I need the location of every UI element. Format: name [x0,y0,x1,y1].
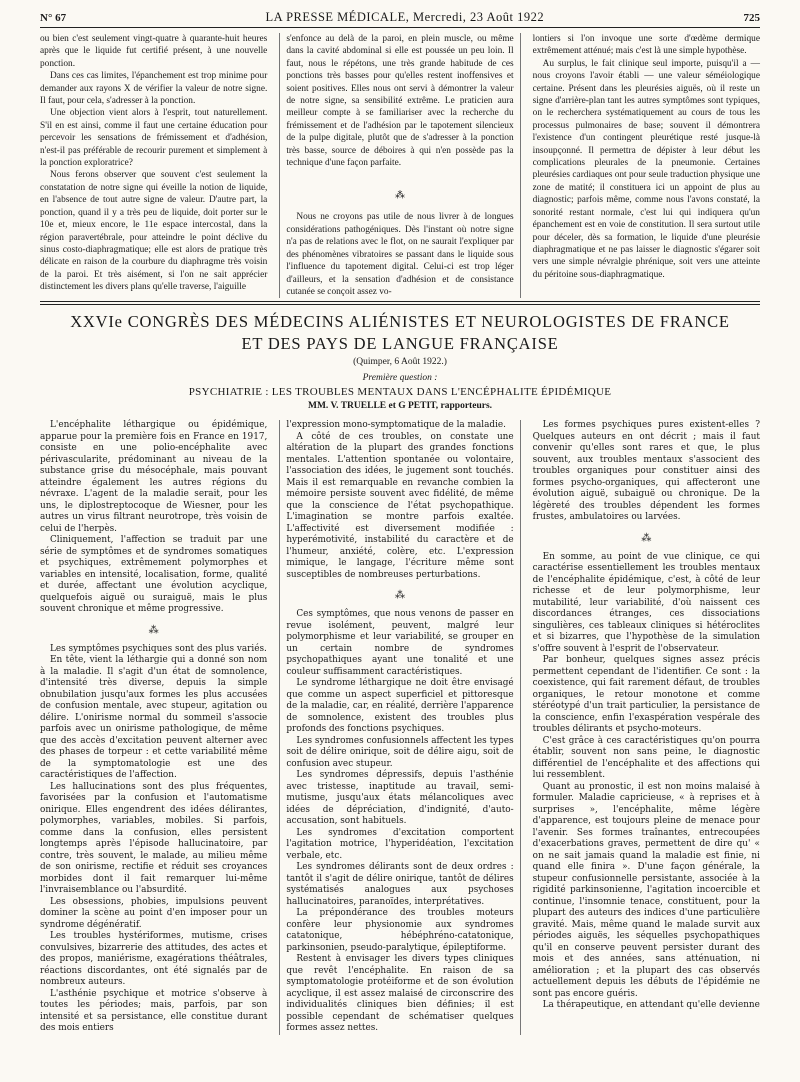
paragraph: Par bonheur, quelques signes assez précis permettent cependant de l'identifier. Ce sont : la coexistence, qui fait rarement défaut, de troubles organiques, le retour monotone et comme stéréotypé d'un trait particulier, la persistance de la conscience, enfin l'exaspération vespérale des troubles délirants et psycho-moteurs. [532,655,760,735]
paragraph: Au surplus, le fait clinique seul importe, puisqu'il a — nous croyons l'avoir établi — une valeur séméiologique certaine. Présent dans les pleurésies aiguës, où il reste un signe d'arrière-plan tant les autres symptômes sont typiques, on le recherchera systématiquement au cours de tous les processus pulmonaires de base; souvent il démontrera l'existence d'un contingent pleurétique resté jusque-là insoupçonné. Il permettra de dépister à leur début les complications pleurales de la pneumonie. Certaines pleurésies cardiaques ont pour seule traduction physique une zone de matité; il constituera ici un appoint de plus au diagnostic; parfois même, comme nous l'avons constaté, la sonorité restant normale, c'est lui qui indiquera qu'un épanchement est en voie de constitution. Il sera surtout utile pour déceler, dès sa formation, le liquide d'une pleurésie diaphragmatique et ne pas laisser le diagnostic s'égarer soit vers une simple névralgie phrénique, soit vers une atteinte du péritoine sous-diaphragmatique. [532,58,760,280]
journal-page [40,10,760,1035]
paragraph: Les hallucinations sont des plus fréquentes, favorisées par la confusion et l'automatisme onirique. Elles engendrent des idées délirantes, polymorphes, variables, mobiles. Si parfois, comme dans la confusion, elles persistent longtemps après l'épisode hallucinatoire, par contre, très souvent, le malade, au milieu même de son onirisme, rectifie et réduit ses croyances morbides dont il fait remarquer lui-même l'invraisemblance ou l'absurdité. [40,781,268,896]
paragraph: En tête, vient la léthargie qui a donné son nom à la maladie. Il s'agit d'un état de somnolence, d'intensité très diverse, depuis la simple obnubilation jusqu'aux formes les plus accusées de confusion mentale, avec stupeur, agitation ou délire. L'onirisme normal du sommeil s'associe parfois avec un onirisme pathologique, de même que des accès d'excitation peuvent alterner avec des phases de torpeur : et cette variabilité même de la symptomatologie est une des caractéristiques de l'affection. [40,655,268,781]
paragraph: La prépondérance des troubles moteurs confère leur physionomie aux syndromes catatonique, hébéphréno-catatonique, parkinsonien, pseudo-paralytique, épileptiforme. [286,908,514,953]
paragraph: C'est grâce à ces caractéristiques qu'on pourra établir, souvent non sans peine, le diagnostic différentiel de l'encéphalite et des affections qui lui ressemblent. [532,735,760,781]
paragraph: La thérapeutique, en attendant qu'elle devienne [542,1000,760,1011]
report-column-3 [533,420,760,1035]
report-column-2 [279,420,520,1035]
section-divider [40,301,760,305]
congress-subtitle: ET DES PAYS DE LANGUE FRANÇAISE [241,334,559,354]
paragraph: l'expression mono-symptomatique de la maladie. [286,420,506,431]
paragraph: Les syndromes confusionnels affectent les types soit de délire onirique, soit de délire aigu, soit de confusion avec stupeur. [286,735,514,769]
top-column-1 [40,33,267,298]
paragraph: ou bien c'est seulement vingt-quatre à quarante-huit heures après que le liquide fut certifié présent, à une nouvelle ponction. [40,34,268,69]
paragraph: L'asthénie psychique et motrice s'observe à toutes les périodes; mais, parfois, par son intensité et sa persistance, elle constitue durant des mois entiers [40,988,268,1034]
paragraph: A côté de ces troubles, on constate une altération de la plupart des grandes fonctions mentales. L'attention spontanée ou volontaire, l'association des idées, le jugement sont touchés. Mais il est remarquable en revanche combien la mémoire persiste souvent avec fidélité, de même que la conscience de l'état psychopathique. L'imagination se montre parfois exaltée. L'affectivité est diversement modifiée : hyperémotivité, instabilité du caractère et de l'humeur, anxiété, colère, etc. L'expression mimique, le langage, l'écriture même sont susceptibles de nombreuses perturbations. [286,431,514,580]
report-subject: PSYCHIATRIE : LES TROUBLES MENTAUX DANS L'ENCÉPHALITE ÉPIDÉMIQUE [188,386,612,399]
question-label: Première question : [362,373,438,384]
top-article [40,33,760,298]
page-number: 725 [743,12,760,24]
paragraph: Cliniquement, l'affection se traduit par une série de symptômes et de syndromes somatiques et psychiques, extrêmement polymorphes et variables en intensité, localisation, forme, qualité et durée, affectant une évolution acyclique, quelquefois aiguë ou suraiguë, mais le plus souvent chronique et même progressive. [40,535,268,615]
reporters: MM. V. TRUELLE et G PETIT, rapporteurs. [307,401,493,412]
running-header [40,10,760,28]
report-column-1 [40,420,267,1035]
congress-report [40,420,760,1035]
section-stars: ⁂ [394,590,405,602]
congress-heading [40,312,760,411]
paragraph: Les syndromes dépressifs, depuis l'asthénie avec tristesse, inaptitude au travail, semi-mutisme, jusqu'aux états mélancoliques avec idées de dépréciation, d'indignité, d'auto-accusation, sont habituels. [286,770,514,827]
paragraph: Nous ne croyons pas utile de nous livrer à de longues considérations pathogéniques. Dès l'instant où notre signe n'a pas de relations avec le flot, on ne saurait l'expliquer par des phénomènes vibratoires se passant dans le liquide sous l'influence du tapotement digital. Celui-ci est trop léger d'ailleurs, et la sensation d'adhésion et de consistance cutanée se conçoit assez vo- [286,212,514,297]
paragraph: Une objection vient alors à l'esprit, tout naturellement. S'il en est ainsi, comme il faut une certaine éducation pour percevoir les sensations de frémissement et d'adhésion, n'est-il pas préférable de recourir purement et simplement à la ponction exploratrice? [40,108,268,169]
journal-title: LA PRESSE MÉDICALE, Mercredi, 23 Août 1922 [265,10,545,24]
paragraph: Restent à envisager les divers types cliniques que revêt l'encéphalite. En raison de sa symptomatologie protéiforme et de son évolution acyclique, il est assez malaisé de circonscrire des individualités cliniques bien définies; il est possible cependant de schématiser quelques formes assez nettes. [286,954,514,1034]
congress-place: (Quimper, 6 Août 1922.) [353,357,447,368]
paragraph: En somme, au point de vue clinique, ce qui caractérise essentiellement les troubles mentaux de l'encéphalite épidémique, c'est, à côté de leur richesse et de leur polymorphisme, leur mutabilité, leur variabilité, d'où naissent ces discordances étranges, ces dissociations singulières, ces tableaux cliniques si hétéroclites et si bizarres, que l'hypothèse de la simulation s'offre souvent à l'esprit de l'observateur. [532,551,760,654]
issue-number: N° 67 [40,12,67,24]
top-column-3 [533,33,760,298]
paragraph: Les troubles hystériformes, mutisme, crises convulsives, bizarrerie des attitudes, des actes et des propos, maniérisme, exagérations théâtrales, réactions discordantes, ont été signalés par de nombreux auteurs. [40,931,268,988]
paragraph: lontiers si l'on invoque une sorte d'œdème dermique extrêmement atténué; mais c'est là une simple hypothèse. [532,34,760,57]
section-stars: ⁂ [148,624,159,636]
paragraph: Ces symptômes, que nous venons de passer en revue isolément, peuvent, malgré leur polymorphisme et leur variabilité, se grouper en un certain nombre de syndromes psychopathiques ayant une tonalité et une couleur suffisamment caractéristiques. [286,609,514,677]
paragraph: Les obsessions, phobies, impulsions peuvent dominer la scène au point d'en imposer pour un syndrome dégénératif. [40,896,268,930]
paragraph: Les syndromes délirants sont de deux ordres : tantôt il s'agit de délire onirique, tantôt de délires systématisés analogues aux psychoses hallucinatoires, paranoïdes, interprétatives. [286,862,514,907]
paragraph: Quant au pronostic, il est non moins malaisé à formuler. Maladie capricieuse, « à reprises et à surprises », l'encéphalite, même légère d'apparence, est toujours pleine de menace pour l'avenir. Ses formes traînantes, entrecoupées d'exacerbations graves, permettent de dire qu' « on ne sait jamais quand la maladie est finie, ni quand elle finira ». D'une façon générale, la stupeur confusionnelle persistante, associée à la rigidité parkinsonienne, l'agitation incoercible et continue, l'insomnie tenace, constituent, pour la plupart des auteurs des indices d'une particulière gravité. Mais, même quand le malade survit aux périodes aiguës, les séquelles psychopathiques qu'il en conserve peuvent persister durant des mois et des années, sans atténuation, ni amélioration ; et la plupart des cas observés actuellement depuis les débuts de l'épidémie ne sont pas encore guéris. [532,781,760,999]
paragraph: Le syndrome léthargique ne doit être envisagé que comme un aspect superficiel et pittoresque de la maladie, car, en réalité, derrière l'apparence de somnolence, existent des troubles plus profonds des fonctions psychiques. [286,678,514,735]
top-column-2 [279,33,520,298]
paragraph: L'encéphalite léthargique ou épidémique, apparue pour la première fois en France en 1917, consiste en une polio-encéphalite avec périvascularite, prédominant au niveau de la substance grise du mésocéphale, mais pouvant atteindre également les autres régions du névraxe. L'agent de la maladie serait, pour les uns, le diplostreptocoque de Wiesner, pour les autres un virus filtrant neurotrope, très voisin de celui de l'herpès. [40,420,268,534]
section-stars: ⁂ [641,532,652,544]
paragraph: Les syndromes d'excitation comportent l'agitation motrice, l'hyperidéation, l'excitation verbale, etc. [286,827,514,861]
paragraph: Dans ces cas limites, l'épanchement est trop minime pour demander aux rayons X de vérifier la valeur de notre signe. Il faut, pour cela, s'adresser à la ponction. [40,71,268,107]
paragraph: s'enfonce au delà de la paroi, en plein muscle, ou même dans la cavité abdominal si elle est poussée un peu loin. Il faut, nous le répétons, une très grande habitude de ces ponctions très basses pour qu'elles restent inoffensives et soient positives. Elles nous ont servi à démontrer la valeur de notre signe, sa sensibilité extrême. Le praticien aura meilleur compte à se familiariser avec la recherche du frémissement et de l'adhésion par le tapotement silencieux de la pulpe digitale, plutôt que de s'adresser à la ponction très basse, source de déboires à qui n'en possède pas la technique d'une façon parfaite. [286,34,514,169]
paragraph: Les formes psychiques pures existent-elles ? Quelques auteurs en ont décrit ; mais il faut convenir qu'elles sont rares et que, le plus souvent, aux troubles mentaux s'associent des troubles organiques pour constituer ainsi des formes psycho-organiques, qui affecteront une évolution aiguë, subaiguë ou chronique. De la légèreté des troubles dépendent les formes frustes, ambulatoires ou larvées. [532,420,760,523]
section-stars: ⁂ [394,190,405,202]
congress-title: XXVIe CONGRÈS DES MÉDECINS ALIÉNISTES ET NEUROLOGISTES DE FRANCE [70,312,730,332]
paragraph: Nous ferons observer que souvent c'est seulement la constatation de notre signe qui éveille la notion de liquide, en l'absence de tout autre signe de valeur. D'autre part, la ponction, quand il y a très peu de liquide, doit porter sur le 10e et, mieux encore, le 11e espace intercostal, dans la région paravertébrale, pour atteindre le point déclive du sinus costo-diaphragmatique; elle est alors de pratique très délicate en raison de la courbure du diaphragme très voisin de la paroi. Et très aisément, si l'on ne sait apprécier distinctement les divers plans qu'elle traverse, l'aiguille [40,170,268,293]
paragraph: Les symptômes psychiques sont des plus variés. [50,643,267,654]
